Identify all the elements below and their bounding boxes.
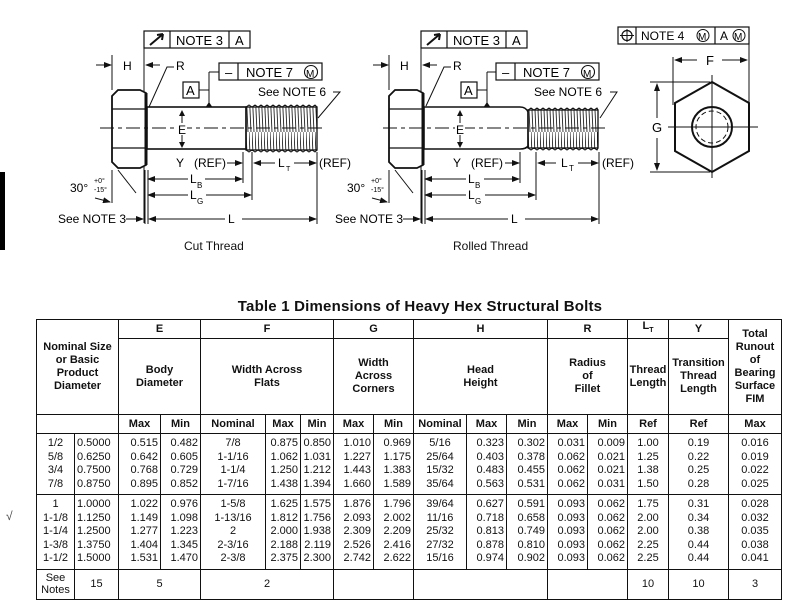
table-cell: 1.531 xyxy=(130,552,158,564)
table-cell: 0.658 xyxy=(517,511,545,524)
table-cell: 1.212 xyxy=(303,464,331,476)
header-letter-LT: $L_T$ xyxy=(628,320,669,339)
subheader: Min xyxy=(588,415,628,434)
svg-text:L: L xyxy=(468,172,475,186)
svg-text:E: E xyxy=(456,123,465,137)
svg-text:See NOTE 6: See NOTE 6 xyxy=(534,85,603,99)
svg-text:A: A xyxy=(512,33,521,48)
svg-text:A: A xyxy=(186,83,195,98)
table-cell: 0.38 xyxy=(687,525,710,537)
header-letter-H: H xyxy=(414,320,548,339)
table-cell: 1-1/4 xyxy=(42,525,69,537)
table-cell: 2.526 xyxy=(343,538,371,551)
cell-g-min xyxy=(374,434,414,495)
table-cell: 1-3/8 xyxy=(42,538,69,551)
table-cell: 1-1/8 xyxy=(42,511,69,524)
cell-f-max xyxy=(266,495,301,570)
table-cell: 1.38 xyxy=(637,464,659,476)
table-cell: 0.878 xyxy=(476,538,504,551)
note-G xyxy=(334,569,414,599)
subheader: Max xyxy=(548,415,588,434)
cell-r-min xyxy=(588,434,628,495)
table-cell: 0.22 xyxy=(687,450,710,463)
table-cell: 35/64 xyxy=(426,477,454,490)
svg-text:+0°: +0° xyxy=(94,178,105,185)
table-cell: 0.31 xyxy=(687,498,710,510)
cell-h-min xyxy=(507,434,548,495)
table-cell: 11/16 xyxy=(426,511,454,524)
table-cell: 0.021 xyxy=(597,450,625,463)
table-row-group xyxy=(37,434,782,495)
table-cell: 0.019 xyxy=(741,450,769,463)
svg-text:30°: 30° xyxy=(70,181,89,195)
header-body-diameter: Body Diameter xyxy=(119,339,201,415)
table-cell: 0.016 xyxy=(741,437,769,449)
table-cell: 2.002 xyxy=(383,511,411,524)
header-width-across-corners: Width Across Corners xyxy=(334,339,414,415)
svg-text:F: F xyxy=(706,53,714,68)
cell-f-nom xyxy=(201,495,266,570)
table-cell: 2.093 xyxy=(343,511,371,524)
cell-e-min xyxy=(161,495,201,570)
table-cell: 0.515 xyxy=(130,437,158,449)
svg-text:–: – xyxy=(502,65,510,80)
table-cell: 0.062 xyxy=(557,450,585,463)
table-cell: 0.323 xyxy=(476,437,504,449)
table-cell: 1.438 xyxy=(270,477,298,490)
svg-text:A: A xyxy=(235,33,244,48)
table-cell: 0.062 xyxy=(557,477,585,490)
table-cell: 2 xyxy=(229,525,237,537)
runout-icon xyxy=(150,34,163,45)
svg-text:Y: Y xyxy=(453,156,462,170)
table-cell: 1.50 xyxy=(637,477,659,490)
table-cell: 0.483 xyxy=(476,464,504,476)
cell-g-max xyxy=(334,434,374,495)
table-cell: 0.875 xyxy=(270,437,298,449)
svg-text:M: M xyxy=(734,32,743,43)
table-cell: 2.00 xyxy=(637,525,659,537)
see-notes-label: See Notes xyxy=(37,569,75,599)
cell-basic xyxy=(75,434,119,495)
svg-text:T: T xyxy=(569,164,574,173)
note-H xyxy=(414,569,548,599)
svg-text:B: B xyxy=(475,181,481,190)
table-cell: 0.810 xyxy=(517,538,545,551)
svg-text:G: G xyxy=(197,197,204,206)
svg-text:R: R xyxy=(176,59,185,73)
subheader: Min xyxy=(507,415,548,434)
cell-h-nom xyxy=(414,495,467,570)
table-cell: 0.032 xyxy=(741,511,769,524)
table-cell: 0.852 xyxy=(170,477,198,490)
table-cell: 2.209 xyxy=(383,525,411,537)
table-cell: 0.44 xyxy=(687,552,710,564)
table-cell: 0.062 xyxy=(557,464,585,476)
table-cell: 0.850 xyxy=(303,437,331,449)
table-cell: 2-3/16 xyxy=(217,538,249,551)
table-cell: 1.660 xyxy=(343,477,371,490)
subheader: Min xyxy=(301,415,334,434)
table-cell: 1.277 xyxy=(130,525,158,537)
table-cell: 1.0000 xyxy=(77,498,111,510)
table-cell: 1.227 xyxy=(343,450,371,463)
svg-text:G: G xyxy=(475,197,482,206)
table-cell: 1.404 xyxy=(130,538,158,551)
table-cell: 0.969 xyxy=(383,437,411,449)
table-cell: 1.75 xyxy=(637,498,659,510)
cell-lt xyxy=(628,495,669,570)
header-letter-F: F xyxy=(201,320,334,339)
svg-text:See NOTE 3: See NOTE 3 xyxy=(335,212,404,226)
svg-text:NOTE 7: NOTE 7 xyxy=(523,65,570,80)
table-cell: 2.25 xyxy=(637,538,659,551)
header-transition-thread-length: Transition Thread Length xyxy=(669,339,729,415)
table-cell: 0.6250 xyxy=(77,450,111,463)
rolled-thread-caption: Rolled Thread xyxy=(453,239,529,253)
table-cell: 2-3/8 xyxy=(220,552,246,564)
table-cell: 0.5000 xyxy=(77,437,111,449)
svg-text:(REF): (REF) xyxy=(319,156,351,170)
table-cell: 0.591 xyxy=(517,498,545,510)
table-cell: 1.5000 xyxy=(77,552,111,564)
subheader: Ref xyxy=(628,415,669,434)
table-cell: 1.876 xyxy=(343,498,371,510)
subheader: Max xyxy=(729,415,782,434)
table-cell: 1.2500 xyxy=(77,525,111,537)
table-cell: 1.175 xyxy=(383,450,411,463)
svg-text:See NOTE 6: See NOTE 6 xyxy=(258,85,327,99)
table-cell: 0.25 xyxy=(687,464,710,476)
svg-text:L: L xyxy=(511,212,518,226)
subheader: Max xyxy=(467,415,507,434)
table-cell: 0.378 xyxy=(517,450,545,463)
table-cell: 1.25 xyxy=(637,450,659,463)
cell-h-min xyxy=(507,495,548,570)
position-icon xyxy=(620,29,634,42)
table-cell: 0.009 xyxy=(597,437,625,449)
table-cell: 1.149 xyxy=(130,511,158,524)
svg-text:NOTE 3: NOTE 3 xyxy=(453,33,500,48)
svg-text:–: – xyxy=(225,65,233,80)
table-cell: 2.309 xyxy=(343,525,371,537)
table-cell: 0.44 xyxy=(687,538,710,551)
table-cell: 5/8 xyxy=(47,450,64,463)
table-cell: 27/32 xyxy=(426,538,454,551)
cell-y xyxy=(669,434,729,495)
table-cell: 0.062 xyxy=(597,538,625,551)
table-cell: 1.022 xyxy=(130,498,158,510)
subheader: Min xyxy=(161,415,201,434)
cell-f-min xyxy=(301,434,334,495)
table-cell: 0.605 xyxy=(170,450,198,463)
table-cell: 0.022 xyxy=(741,464,769,476)
table-cell: 0.768 xyxy=(130,464,158,476)
table-cell: 0.028 xyxy=(741,498,769,510)
svg-text:R: R xyxy=(453,59,462,73)
svg-text:Y: Y xyxy=(176,156,185,170)
table-cell: 1-1/4 xyxy=(220,464,246,476)
table-cell: 1/2 xyxy=(47,437,64,449)
table-cell: 0.7500 xyxy=(77,464,111,476)
svg-text:H: H xyxy=(400,59,409,73)
svg-text:(REF): (REF) xyxy=(194,156,226,170)
table-cell: 0.062 xyxy=(597,525,625,537)
note-nominal: 15 xyxy=(75,569,119,599)
table-cell: 1.031 xyxy=(303,450,331,463)
cell-h-nom xyxy=(414,434,467,495)
table-cell: 0.563 xyxy=(476,477,504,490)
table-cell: 1-1/16 xyxy=(217,450,249,463)
table-cell: 25/32 xyxy=(426,525,454,537)
table-cell: 1 xyxy=(52,498,59,510)
note-R xyxy=(548,569,628,599)
cut-thread-drawing xyxy=(58,31,351,226)
svg-text:L: L xyxy=(278,156,285,170)
svg-text:(REF): (REF) xyxy=(602,156,634,170)
table-cell: 1.589 xyxy=(383,477,411,490)
subheader: Ref xyxy=(669,415,729,434)
table-cell: 1.394 xyxy=(303,477,331,490)
table-cell: 1.010 xyxy=(343,437,371,449)
svg-text:NOTE 4: NOTE 4 xyxy=(641,29,685,43)
note-Y: 10 xyxy=(669,569,729,599)
cell-fim xyxy=(729,434,782,495)
table-cell: 1.443 xyxy=(343,464,371,476)
table-cell: 1.223 xyxy=(170,525,198,537)
table-cell: 1.756 xyxy=(303,511,331,524)
table-cell: 1-5/8 xyxy=(220,498,246,510)
cut-thread-caption: Cut Thread xyxy=(184,239,244,253)
table-cell: 0.974 xyxy=(476,552,504,564)
header-total-runout: Total Runout of Bearing Surface FIM xyxy=(729,320,782,415)
table-cell: 0.093 xyxy=(557,538,585,551)
table-cell: 0.038 xyxy=(741,538,769,551)
table-cell: 0.8750 xyxy=(77,477,111,490)
table-cell: 1-13/16 xyxy=(214,511,252,524)
cell-r-min xyxy=(588,495,628,570)
cell-h-max xyxy=(467,495,507,570)
subheader: Max xyxy=(119,415,161,434)
table-cell: 1.625 xyxy=(270,498,298,510)
table-cell: 2.188 xyxy=(270,538,298,551)
cell-f-nom xyxy=(201,434,266,495)
note-LT: 10 xyxy=(628,569,669,599)
table-cell: 2.25 xyxy=(637,552,659,564)
table-cell: 0.902 xyxy=(517,552,545,564)
table-cell: 1.575 xyxy=(303,498,331,510)
header-letter-Y: Y xyxy=(669,320,729,339)
table-cell: 15/32 xyxy=(426,464,454,476)
table-cell: 0.025 xyxy=(741,477,769,490)
hex-end-view xyxy=(618,27,758,178)
table-cell: 2.375 xyxy=(270,552,298,564)
cell-e-max xyxy=(119,434,161,495)
table-cell: 0.035 xyxy=(741,525,769,537)
table-cell: 1.812 xyxy=(270,511,298,524)
table-cell: 5/16 xyxy=(429,437,451,449)
table-cell: 1.383 xyxy=(383,464,411,476)
table-cell: 15/16 xyxy=(426,552,454,564)
table-cell: 1.796 xyxy=(383,498,411,510)
table-cell: 0.19 xyxy=(687,437,710,449)
cell-f-min xyxy=(301,495,334,570)
table-cell: 0.031 xyxy=(557,437,585,449)
svg-text:A: A xyxy=(464,83,473,98)
svg-text:B: B xyxy=(197,181,203,190)
cell-fim xyxy=(729,495,782,570)
note-FIM: 3 xyxy=(729,569,782,599)
svg-text:+0°: +0° xyxy=(371,178,382,185)
table-cell: 7/8 xyxy=(225,437,241,449)
svg-text:NOTE 7: NOTE 7 xyxy=(246,65,293,80)
table-cell: 2.416 xyxy=(383,538,411,551)
cell-e-min xyxy=(161,434,201,495)
table-cell: 2.300 xyxy=(303,552,331,564)
table-cell: 0.403 xyxy=(476,450,504,463)
svg-text:E: E xyxy=(178,123,187,137)
cell-lt xyxy=(628,434,669,495)
svg-text:-15°: -15° xyxy=(371,187,384,194)
table-cell: 1.470 xyxy=(170,552,198,564)
subheader: Nominal xyxy=(201,415,266,434)
cell-r-max xyxy=(548,434,588,495)
svg-text:A: A xyxy=(720,29,729,43)
table-cell: 0.531 xyxy=(517,477,545,490)
svg-text:T: T xyxy=(286,166,291,173)
table-cell: 1.345 xyxy=(170,538,198,551)
table-cell: 7/8 xyxy=(47,477,64,490)
table-cell: 0.302 xyxy=(517,437,545,449)
table-cell: 2.742 xyxy=(343,552,371,564)
cell-h-max xyxy=(467,434,507,495)
table-cell: 1.938 xyxy=(303,525,331,537)
table-cell: 0.455 xyxy=(517,464,545,476)
check-mark: √ xyxy=(6,509,13,523)
dimensions-table xyxy=(36,319,782,600)
cell-y xyxy=(669,495,729,570)
subheader: Max xyxy=(334,415,374,434)
table-cell: 0.093 xyxy=(557,511,585,524)
table-cell: 0.482 xyxy=(170,437,198,449)
table-cell: 1.062 xyxy=(270,450,298,463)
svg-text:See NOTE 3: See NOTE 3 xyxy=(58,212,127,226)
svg-text:L: L xyxy=(468,188,475,202)
bolt-drawings xyxy=(0,0,800,300)
table-cell: 3/4 xyxy=(47,464,64,476)
table-cell: 0.28 xyxy=(687,477,710,490)
cell-e-max xyxy=(119,495,161,570)
table-cell: 0.642 xyxy=(130,450,158,463)
cell-r-max xyxy=(548,495,588,570)
svg-text:L: L xyxy=(561,156,568,170)
table-cell: 1-1/2 xyxy=(42,552,69,564)
header-radius-of-fillet: Radius of Fillet xyxy=(548,339,628,415)
table-cell: 2.000 xyxy=(270,525,298,537)
svg-text:30°: 30° xyxy=(347,181,366,195)
table-cell: 0.093 xyxy=(557,552,585,564)
table-cell: 0.062 xyxy=(597,498,625,510)
note3-text: NOTE 3 xyxy=(176,33,223,48)
table-cell: 1.250 xyxy=(270,464,298,476)
note-F: 2 xyxy=(201,569,334,599)
cell-size xyxy=(37,495,75,570)
table-cell: 0.627 xyxy=(476,498,504,510)
header-letter-E: E xyxy=(119,320,201,339)
svg-text:(REF): (REF) xyxy=(471,156,503,170)
table-cell: 2.00 xyxy=(637,511,659,524)
table-cell: 0.976 xyxy=(170,498,198,510)
note-E: 5 xyxy=(119,569,201,599)
subheader: Max xyxy=(266,415,301,434)
table-cell: 0.895 xyxy=(130,477,158,490)
svg-text:H: H xyxy=(123,59,132,73)
cell-f-max xyxy=(266,434,301,495)
cell-size xyxy=(37,434,75,495)
header-thread-length: Thread Length xyxy=(628,339,669,415)
table-cell: 39/64 xyxy=(426,498,454,510)
subheader: Nominal xyxy=(414,415,467,434)
table-cell: 0.041 xyxy=(741,552,769,564)
table-cell: 2.622 xyxy=(383,552,411,564)
svg-text:G: G xyxy=(652,120,663,135)
header-width-across-flats: Width Across Flats xyxy=(201,339,334,415)
table-cell: 0.062 xyxy=(597,552,625,564)
table-cell: 1.1250 xyxy=(77,511,111,524)
svg-text:L: L xyxy=(190,172,197,186)
table-cell: 0.093 xyxy=(557,498,585,510)
subheader: Min xyxy=(374,415,414,434)
header-head-height: Head Height xyxy=(414,339,548,415)
svg-text:M: M xyxy=(306,69,315,80)
table-cell: 0.729 xyxy=(170,464,198,476)
runout-icon xyxy=(427,34,440,45)
header-letter-G: G xyxy=(334,320,414,339)
table-cell: 0.062 xyxy=(597,511,625,524)
table-cell: 0.34 xyxy=(687,511,710,524)
table-cell: 0.031 xyxy=(597,477,625,490)
table-cell: 1.3750 xyxy=(77,538,111,551)
table-cell: 0.718 xyxy=(476,511,504,524)
svg-text:-15°: -15° xyxy=(94,187,107,194)
cell-g-min xyxy=(374,495,414,570)
header-letter-R: R xyxy=(548,320,628,339)
table-cell: 25/64 xyxy=(426,450,454,463)
table-cell: 0.813 xyxy=(476,525,504,537)
cell-g-max xyxy=(334,495,374,570)
table-row-group xyxy=(37,495,782,570)
table-cell: 2.119 xyxy=(304,538,331,551)
svg-text:M: M xyxy=(583,69,592,80)
svg-text:L: L xyxy=(190,188,197,202)
header-nominal-size: Nominal Size or Basic Product Diameter xyxy=(37,320,119,415)
svg-text:L: L xyxy=(228,212,235,226)
rolled-thread-drawing xyxy=(335,31,634,226)
table-title: Table 1 Dimensions of Heavy Hex Structural Bolts xyxy=(237,298,603,315)
table-cell: 1.098 xyxy=(170,511,198,524)
table-cell: 0.021 xyxy=(597,464,625,476)
svg-text:M: M xyxy=(698,32,707,43)
table-cell: 1.00 xyxy=(637,437,659,449)
table-cell: 0.749 xyxy=(517,525,545,537)
table-cell: 0.093 xyxy=(557,525,585,537)
table-cell: 1-7/16 xyxy=(217,477,249,490)
cell-basic xyxy=(75,495,119,570)
